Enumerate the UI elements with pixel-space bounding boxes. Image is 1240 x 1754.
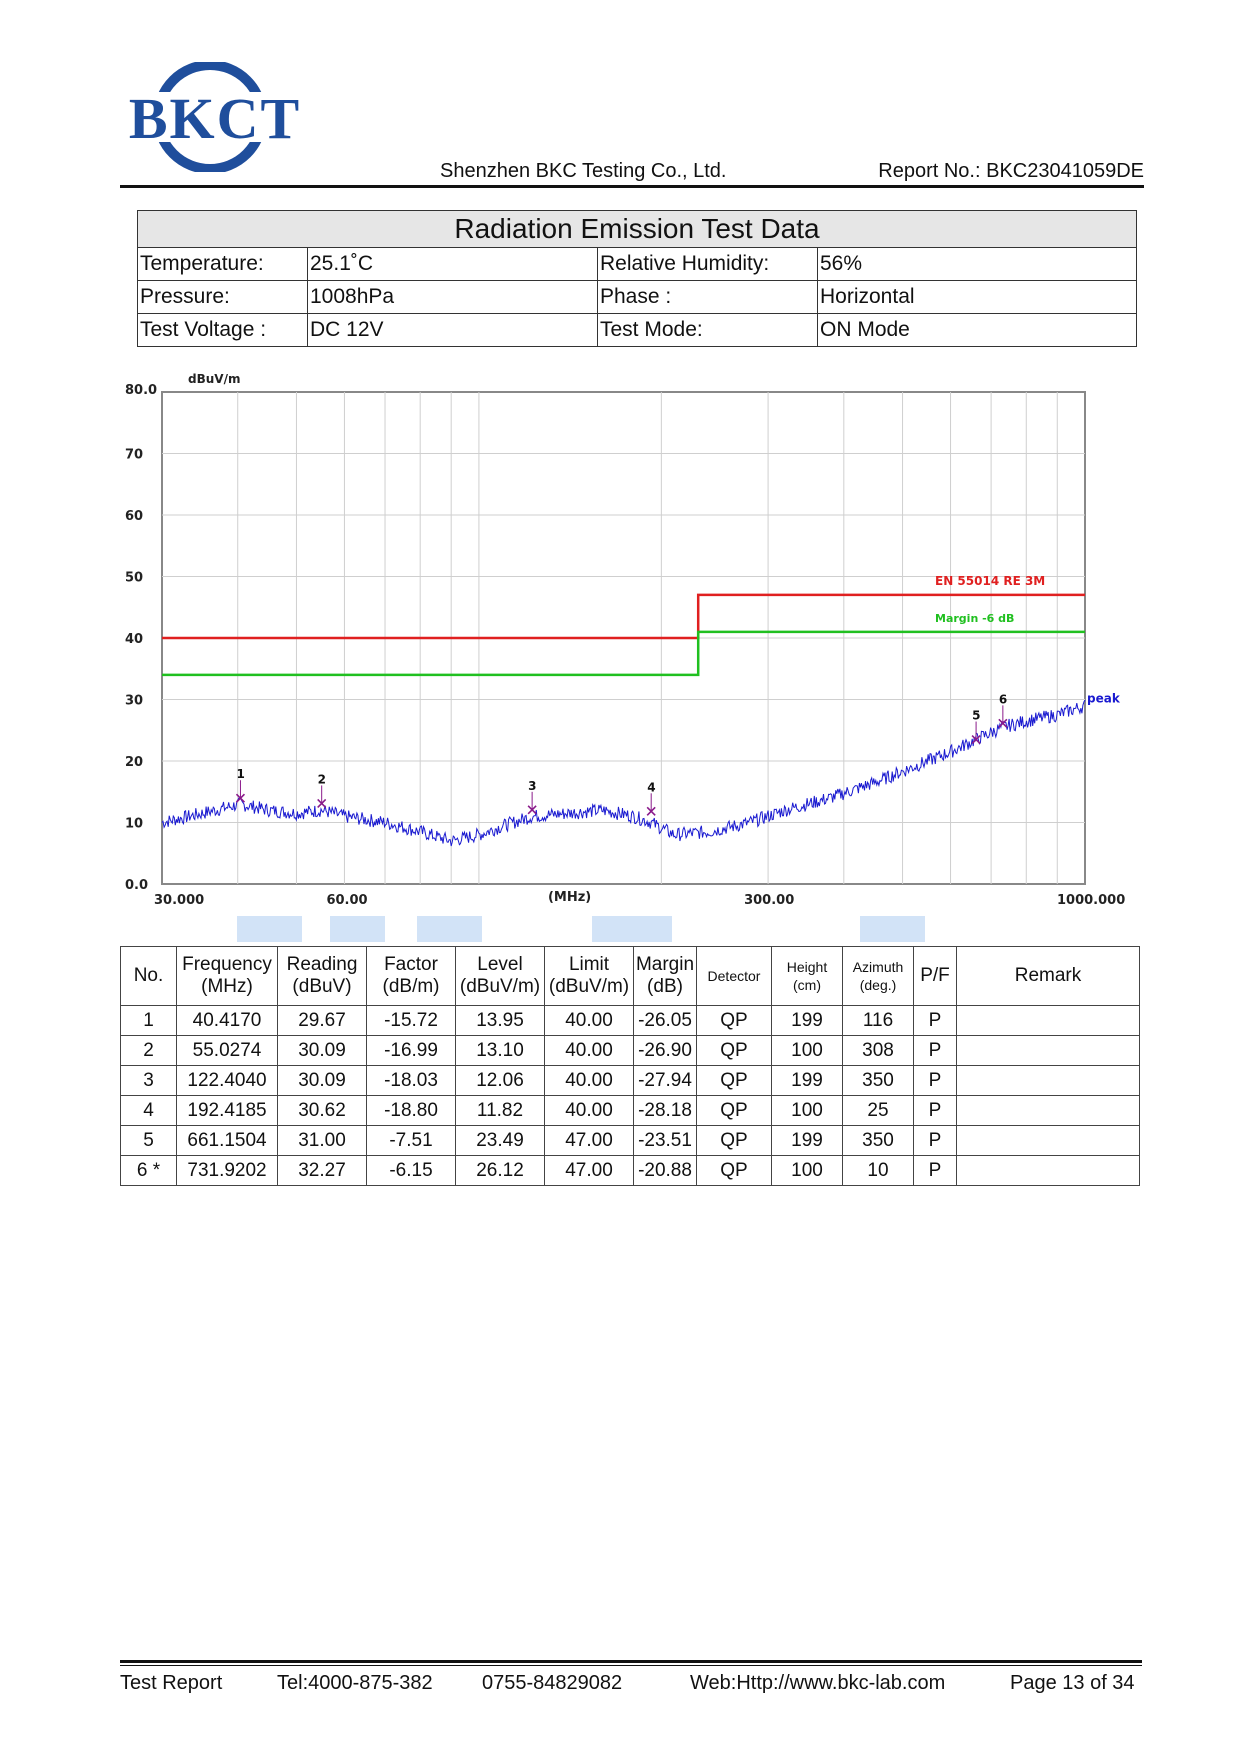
y-tick-label: 20: [125, 755, 144, 770]
voltage-value: DC 12V: [308, 314, 598, 347]
col-detector: Detector: [697, 947, 772, 1006]
y-tick-label: 70: [125, 447, 144, 463]
table-cell: P: [914, 1096, 957, 1126]
table-cell: -27.94: [634, 1066, 697, 1096]
table-cell: 199: [772, 1066, 843, 1096]
temperature-value: 25.1˚C: [308, 248, 598, 281]
x-tick-label: 1000.000: [1057, 893, 1126, 908]
table-cell: 31.00: [278, 1126, 367, 1156]
table-cell: [957, 1066, 1140, 1096]
marker-label: 2: [317, 772, 327, 787]
table-cell: -26.05: [634, 1006, 697, 1036]
conditions-title: Radiation Emission Test Data: [138, 211, 1137, 248]
col-remark: Remark: [957, 947, 1140, 1006]
table-cell: 30.09: [278, 1066, 367, 1096]
footer-phone: 0755-84829082: [482, 1672, 623, 1694]
table-cell: 26.12: [456, 1156, 545, 1186]
table-cell: QP: [697, 1126, 772, 1156]
table-cell: [957, 1156, 1140, 1186]
test-mode-label: Test Mode:: [598, 314, 818, 347]
report-number: Report No.: BKC23041059DE: [878, 160, 1144, 182]
table-row: [121, 1096, 1140, 1126]
table-cell: 308: [843, 1036, 914, 1066]
y-tick-label: 80.0: [125, 383, 158, 398]
table-cell: [957, 1036, 1140, 1066]
temperature-label: Temperature:: [138, 248, 308, 281]
table-cell: 40.00: [545, 1066, 634, 1096]
table-cell: -20.88: [634, 1156, 697, 1186]
limit-label: EN 55014 RE 3M: [935, 574, 1046, 589]
results-header-row: [121, 947, 1140, 1006]
margin-label: Margin -6 dB: [935, 612, 1015, 626]
header-rule: [120, 185, 1144, 188]
col-limit: Limit (dBuV/m): [545, 947, 634, 1006]
table-cell: -6.15: [367, 1156, 456, 1186]
table-cell: 350: [843, 1126, 914, 1156]
y-tick-label: 30: [125, 693, 144, 709]
table-cell: [957, 1096, 1140, 1126]
table-cell: 47.00: [545, 1156, 634, 1186]
marker-label: 1: [236, 767, 245, 782]
table-cell: 5: [121, 1126, 177, 1156]
phase-label: Phase :: [598, 281, 818, 314]
table-cell: 10: [843, 1156, 914, 1186]
table-cell: P: [914, 1036, 957, 1066]
table-cell: 23.49: [456, 1126, 545, 1156]
table-cell: -26.90: [634, 1036, 697, 1066]
col-pf: P/F: [914, 947, 957, 1006]
table-cell: 30.09: [278, 1036, 367, 1066]
table-cell: P: [914, 1066, 957, 1096]
footer-rule-thin: [120, 1665, 1142, 1666]
table-cell: 29.67: [278, 1006, 367, 1036]
x-axis-label: (MHz): [547, 890, 592, 905]
humidity-value: 56%: [818, 248, 1137, 281]
test-mode-value: ON Mode: [818, 314, 1137, 347]
table-cell: QP: [697, 1036, 772, 1066]
marker-label: 3: [528, 778, 537, 793]
table-cell: [957, 1006, 1140, 1036]
table-cell: 55.0274: [177, 1036, 278, 1066]
footer-tel: Tel:4000-875-382: [277, 1672, 433, 1694]
col-level: Level (dBuV/m): [456, 947, 545, 1006]
marker-label: 5: [972, 708, 981, 723]
table-cell: 40.4170: [177, 1006, 278, 1036]
watermark-bar: [592, 916, 672, 942]
table-cell: 32.27: [278, 1156, 367, 1186]
table-cell: QP: [697, 1156, 772, 1186]
emission-chart: [120, 370, 1130, 915]
y-tick-label: 50: [125, 570, 144, 586]
pressure-label: Pressure:: [138, 281, 308, 314]
table-cell: 25: [843, 1096, 914, 1126]
table-cell: 30.62: [278, 1096, 367, 1126]
table-row: [121, 1126, 1140, 1156]
pressure-value: 1008hPa: [308, 281, 598, 314]
table-cell: 1: [121, 1006, 177, 1036]
table-cell: 661.1504: [177, 1126, 278, 1156]
table-cell: 116: [843, 1006, 914, 1036]
y-axis-label: dBuV/m: [188, 372, 241, 386]
table-cell: -18.80: [367, 1096, 456, 1126]
table-cell: -7.51: [367, 1126, 456, 1156]
table-cell: 350: [843, 1066, 914, 1096]
table-cell: [957, 1126, 1140, 1156]
watermark-bar: [237, 916, 302, 942]
marker-label: 6: [998, 692, 1008, 707]
table-cell: 40.00: [545, 1036, 634, 1066]
table-cell: P: [914, 1156, 957, 1186]
table-row: [121, 1156, 1140, 1186]
table-cell: 122.4040: [177, 1066, 278, 1096]
table-cell: 100: [772, 1096, 843, 1126]
table-cell: 4: [121, 1096, 177, 1126]
watermark-bar: [860, 916, 925, 942]
table-cell: 11.82: [456, 1096, 545, 1126]
table-cell: -15.72: [367, 1006, 456, 1036]
phase-value: Horizontal: [818, 281, 1137, 314]
watermark-bar: [330, 916, 385, 942]
table-cell: P: [914, 1126, 957, 1156]
table-cell: -16.99: [367, 1036, 456, 1066]
table-cell: 192.4185: [177, 1096, 278, 1126]
y-tick-label: 60: [125, 509, 144, 524]
footer-label: Test Report: [120, 1672, 223, 1694]
bkct-logo: [125, 62, 305, 172]
y-tick-label: 10: [125, 816, 144, 832]
table-cell: 731.9202: [177, 1156, 278, 1186]
marker-label: 4: [647, 780, 656, 795]
table-cell: QP: [697, 1096, 772, 1126]
table-cell: -23.51: [634, 1126, 697, 1156]
table-cell: 13.95: [456, 1006, 545, 1036]
footer-page: Page 13 of 34: [1010, 1672, 1135, 1694]
x-tick-label: 60.00: [326, 893, 368, 908]
company-name: Shenzhen BKC Testing Co., Ltd.: [440, 160, 727, 182]
table-cell: 40.00: [545, 1006, 634, 1036]
table-cell: QP: [697, 1066, 772, 1096]
table-cell: 100: [772, 1036, 843, 1066]
table-cell: 47.00: [545, 1126, 634, 1156]
humidity-label: Relative Humidity:: [598, 248, 818, 281]
table-cell: 40.00: [545, 1096, 634, 1126]
col-frequency: Frequency (MHz): [177, 947, 278, 1006]
table-cell: 2: [121, 1036, 177, 1066]
table-cell: QP: [697, 1006, 772, 1036]
col-margin: Margin (dB): [634, 947, 697, 1006]
table-cell: -28.18: [634, 1096, 697, 1126]
results-table: [120, 946, 1140, 1186]
col-factor: Factor (dB/m): [367, 947, 456, 1006]
table-cell: 100: [772, 1156, 843, 1186]
col-no: No.: [121, 947, 177, 1006]
footer-web: Web:Http://www.bkc-lab.com: [690, 1672, 946, 1694]
x-tick-label: 30.000: [154, 893, 205, 908]
svg-text:BKCT: BKCT: [128, 86, 302, 151]
table-row: [121, 1036, 1140, 1066]
table-cell: 199: [772, 1006, 843, 1036]
footer-rule: [120, 1660, 1142, 1663]
col-height: Height (cm): [772, 947, 843, 1006]
trace-label: peak: [1087, 691, 1120, 706]
voltage-label: Test Voltage :: [138, 314, 308, 347]
col-azimuth: Azimuth (deg.): [843, 947, 914, 1006]
table-row: [121, 1006, 1140, 1036]
y-tick-label: 0.0: [125, 878, 149, 893]
y-tick-label: 40: [125, 632, 144, 647]
table-cell: 6 *: [121, 1156, 177, 1186]
table-cell: P: [914, 1006, 957, 1036]
table-row: [121, 1066, 1140, 1096]
table-cell: 13.10: [456, 1036, 545, 1066]
watermark-bar: [417, 916, 482, 942]
col-reading: Reading (dBuV): [278, 947, 367, 1006]
table-cell: -18.03: [367, 1066, 456, 1096]
x-tick-label: 300.00: [744, 893, 795, 908]
conditions-table: [137, 210, 1137, 347]
table-cell: 3: [121, 1066, 177, 1096]
table-cell: 199: [772, 1126, 843, 1156]
table-cell: 12.06: [456, 1066, 545, 1096]
